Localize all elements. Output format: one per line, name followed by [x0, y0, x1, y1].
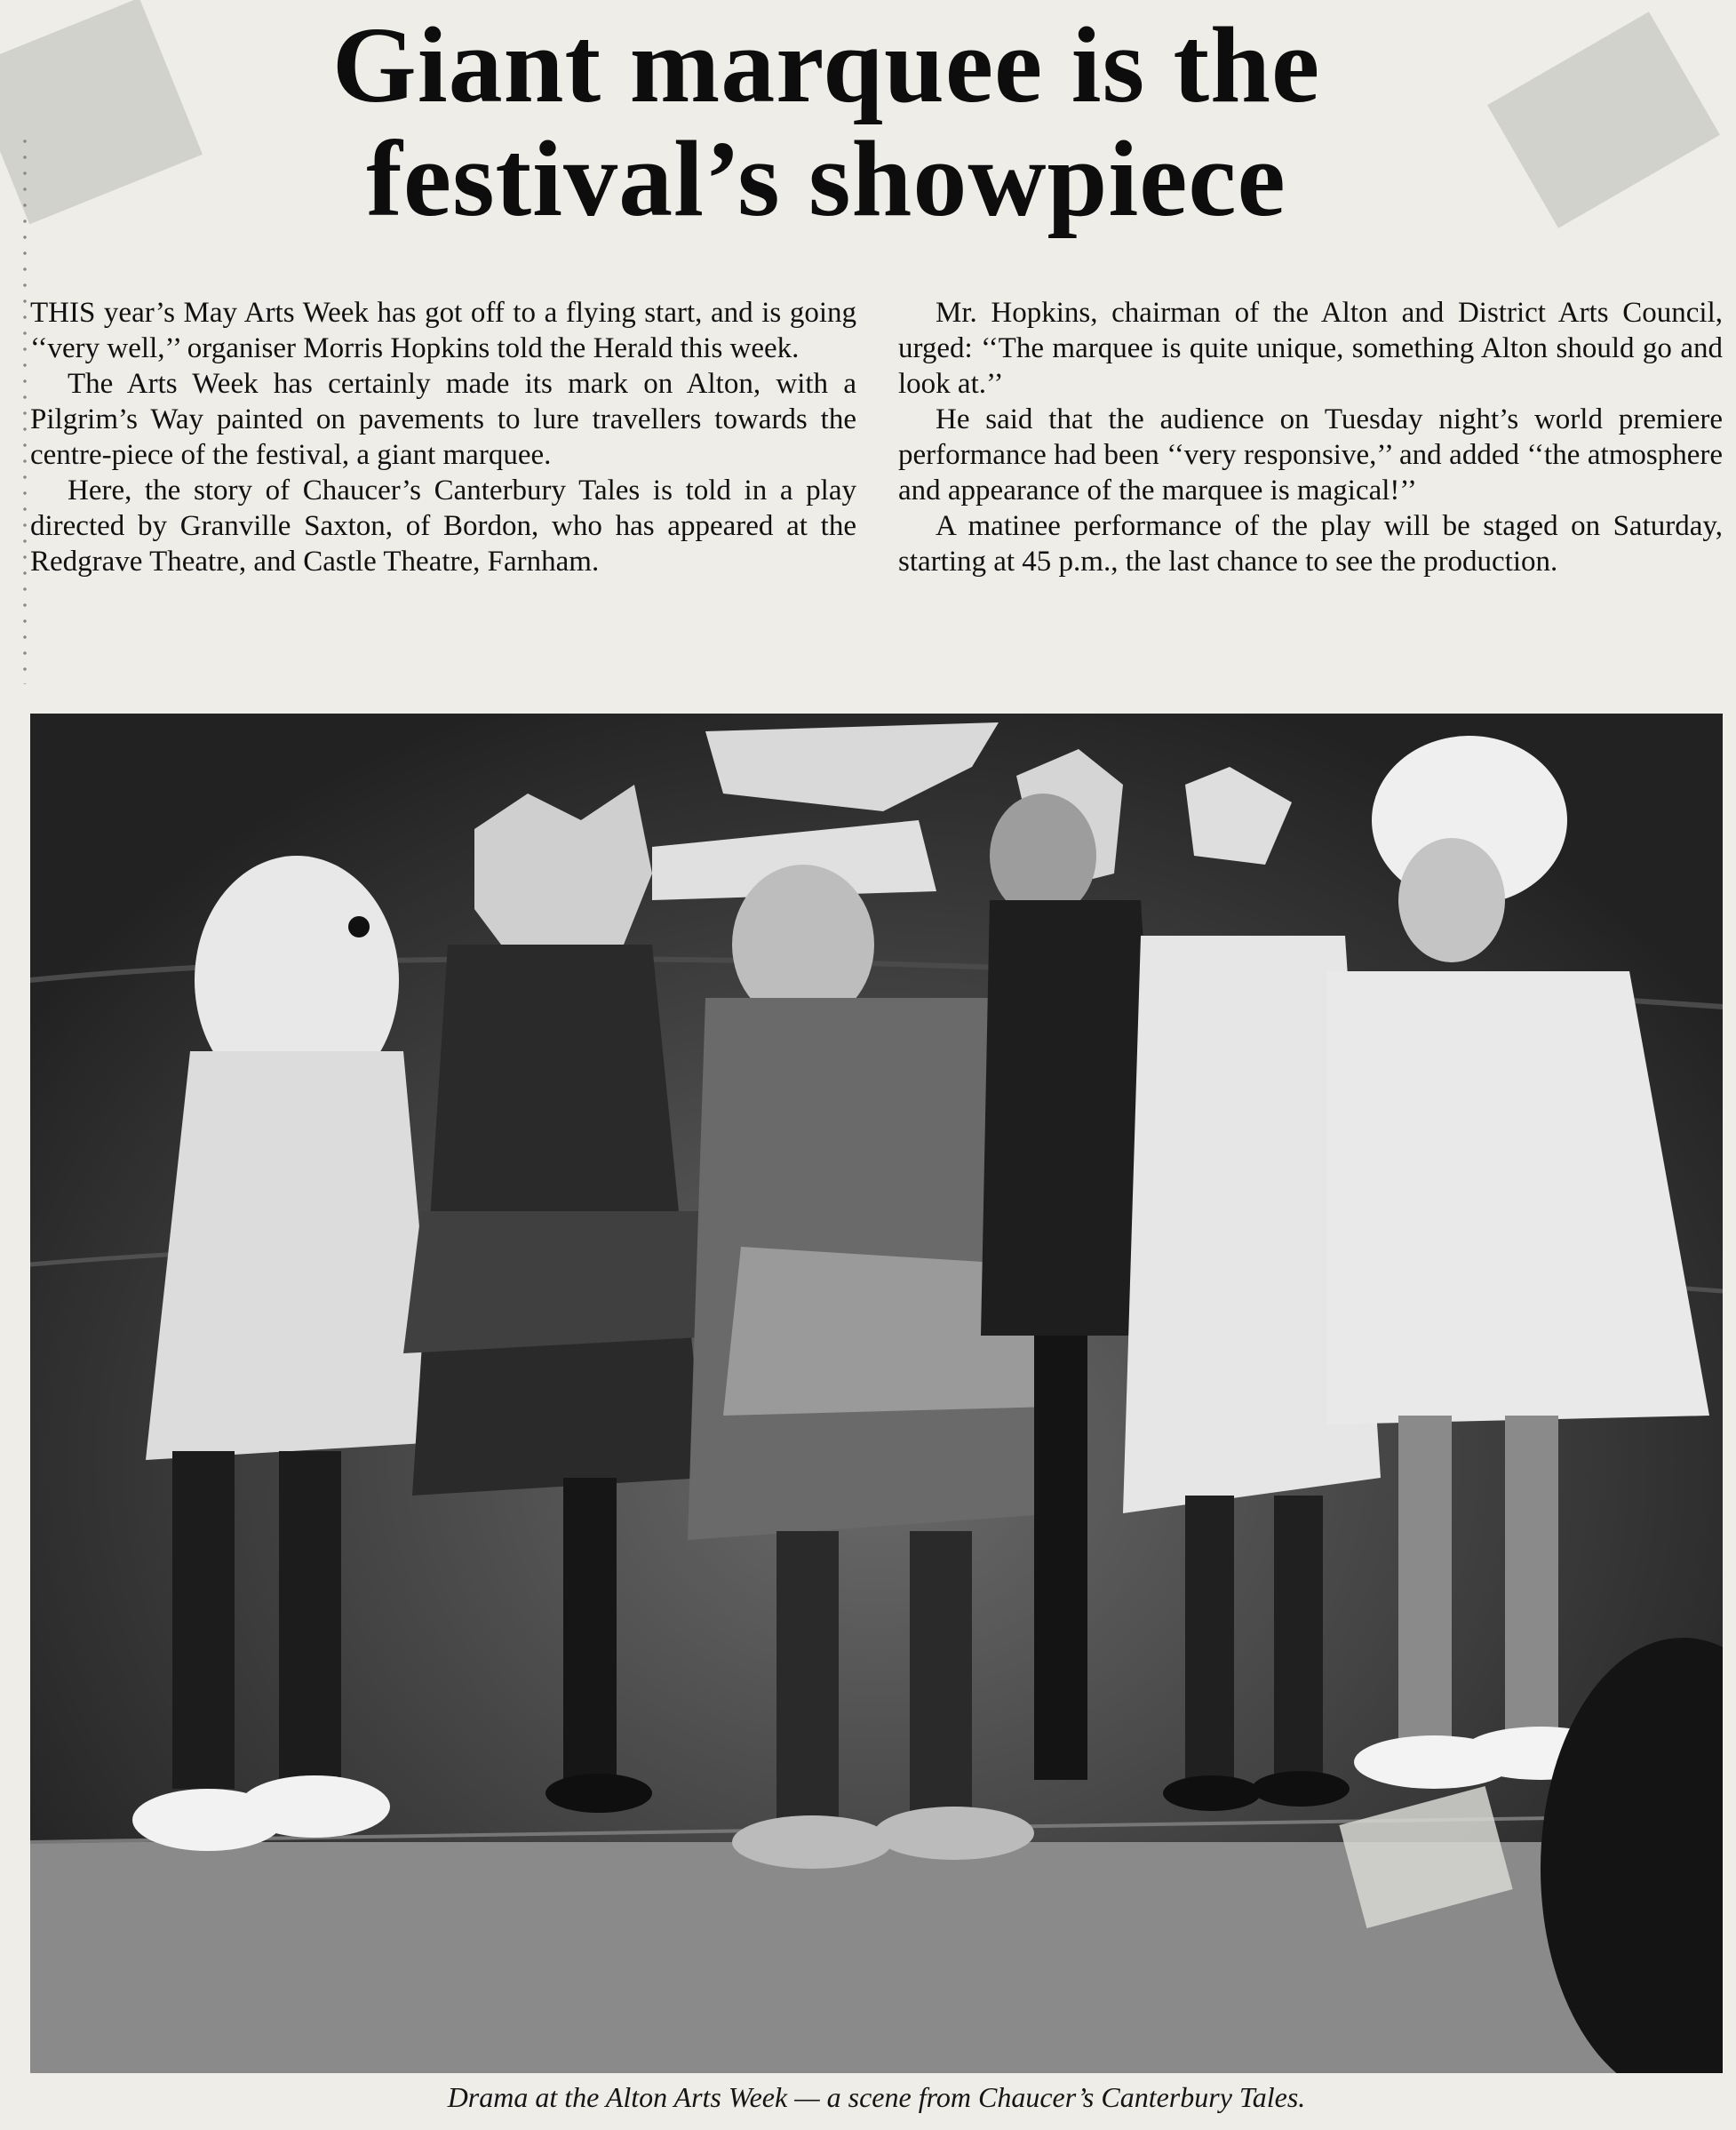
- article-paragraph: A matinee performance of the play will be staged on Saturday, starting at 45 p.m., the last chance to see the production.: [898, 510, 1723, 578]
- photo-caption: Drama at the Alton Arts Week — a scene from Chaucer’s Canterbury Tales.: [447, 2081, 1306, 2113]
- article-paragraph: The Arts Week has certainly made its mark on Alton, with a Pilgrim’s Way painted on pavements to lure travellers towards the centre-piece of the festival, a giant marquee.: [30, 368, 856, 471]
- article-paragraph: He said that the audience on Tuesday night’s world premiere performance had been ‘‘very responsive,’’ and added ‘‘the atmosphere and appearance of the marquee is magical!’’: [898, 403, 1723, 507]
- article-paragraph: THIS year’s May Arts Week has got off to a flying start, and is going ‘‘very well,’’ organiser Morris Hopkins told the Herald this week.: [30, 297, 856, 364]
- headline-line-1: Giant marquee is the: [331, 5, 1321, 125]
- tape-mark-top-right: [1487, 12, 1720, 228]
- clipping-edge-dots: [23, 133, 27, 684]
- article-column-right: [898, 295, 1723, 579]
- article-paragraph: Here, the story of Chaucer’s Canterbury Tales is told in a play directed by Granville Saxton, of Bordon, who has appeared at the Redgrave Theatre, and Castle Theatre, Farnham.: [30, 475, 856, 578]
- article-body: [30, 295, 1723, 695]
- headline: [160, 5, 1493, 239]
- headline-line-2: festival’s showpiece: [366, 119, 1286, 239]
- article-column-left: [30, 295, 856, 579]
- article-paragraph: Mr. Hopkins, chairman of the Alton and District Arts Council, urged: ‘‘The marquee is quite unique, something Alton should go and look at.’’: [898, 297, 1723, 400]
